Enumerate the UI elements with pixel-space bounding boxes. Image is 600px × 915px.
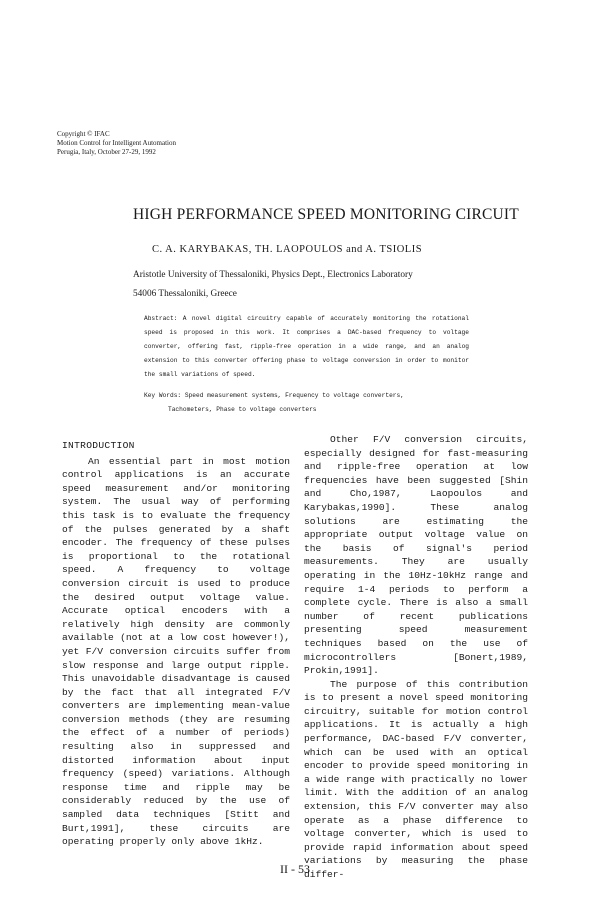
abstract: Abstract: A novel digital circuitry capable of accurately monitoring the rotational speed is proposed in this work. It comprises a DAC-based frequency to voltage converter, offering fast, ripple-free operation in a wide range, and an analog extension to this converter offering phase to voltage conversion in order to monitor the small variations of speed.	[144, 315, 469, 378]
conference-name: Motion Control for Intelligent Automation	[57, 139, 176, 147]
paragraph: Other F/V conversion circuits, especially designed for fast-measuring and ripple-free operation at low frequencies have been suggested [Shin and Cho,1987, Laopoulos and Karybakas,1990]. These analog solutions are estimating the appropriate output voltage value on the basis of signal's period measurements. They are usually operating in the 10Hz-10kHz range and require 1-4 periods to perform a complete cycle. There is also a small number of recent publications presenting speed measurement techniques based on the use of microcontrollers [Bonert,1989, Prokin,1991].	[304, 434, 528, 677]
section-heading: INTRODUCTION	[62, 440, 135, 451]
affiliation-block	[133, 266, 413, 304]
keywords-block	[144, 389, 474, 417]
copyright-line: Copyright © IFAC	[57, 130, 110, 138]
page-number: II - 53	[280, 862, 310, 876]
affiliation-institution: Aristotle University of Thessaloniki, Physics Dept., Electronics Laboratory	[133, 270, 413, 280]
column-left	[62, 439, 290, 849]
keywords-line: Tachometers, Phase to voltage converters	[168, 406, 317, 413]
column-right	[304, 433, 528, 882]
copyright-block	[57, 130, 176, 157]
paper-authors: C. A. KARYBAKAS, TH. LAOPOULOS and A. TSIOLIS	[152, 244, 423, 255]
paragraph: An essential part in most motion control applications is an accurate speed measurement and/or monitoring system. The usual way of performing this task is to evaluate the frequency of the pulses generated by a shaft encoder. The frequency of these pulses is proportional to the rotational speed. A frequency to voltage conversion circuit is used to produce the desired output voltage value. Accurate optical encoders with a relatively high density are commonly available (not at a low cost however!), yet F/V conversion circuits suffer from slow response and large output ripple. This unavoidable disadvantage is caused by the fact that all integrated F/V converters are implementing mean-value conversion methods (they are resuming the effect of a number of periods) resulting also in suppressed and distorted information about input frequency (speed) variations. Although response time and ripple may be considerably reduced by the use of sampled data techniques [Stitt and Burt,1991], these circuits are operating properly only above 1kHz.	[62, 455, 290, 848]
affiliation-address: 54006 Thessaloniki, Greece	[133, 289, 237, 299]
paper-title: HIGH PERFORMANCE SPEED MONITORING CIRCUIT	[133, 206, 519, 223]
keywords-line: Key Words: Speed measurement systems, Frequency to voltage converters,	[144, 392, 404, 399]
paragraph: The purpose of this contribution is to present a novel speed monitoring circuitry, suitable for motion control applications. It is actually a high performance, DAC-based F/V converter, which can be used with an optical encoder to provide speed monitoring in a wide range with practically no lower limit. With the addition of an analog extension, this F/V converter may also operate as a phase difference to voltage converter, which is used to provide rapid information about speed variations by measuring the phase differ-	[304, 678, 528, 880]
conference-location: Perugia, Italy, October 27-29, 1992	[57, 148, 156, 156]
